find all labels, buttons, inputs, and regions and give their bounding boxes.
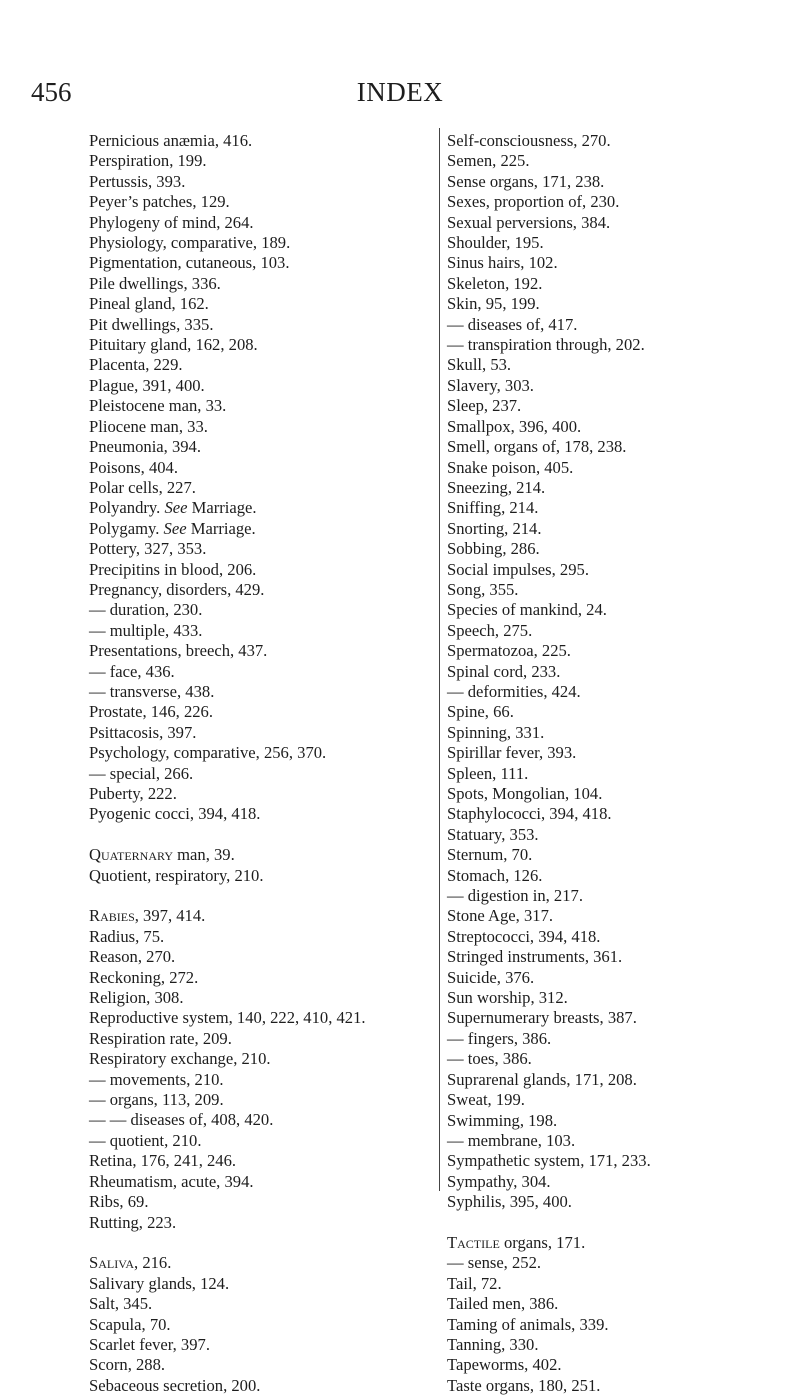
index-entry: Syphilis, 395, 400. xyxy=(447,1192,572,1212)
index-entry: Sinus hairs, 102. xyxy=(447,253,558,273)
index-entry: Rheumatism, acute, 394. xyxy=(89,1171,254,1191)
index-entry: — — diseases of, 408, 420. xyxy=(89,1110,274,1130)
index-entry: Spine, 66. xyxy=(447,702,514,722)
index-entry: Sympathy, 304. xyxy=(447,1171,551,1191)
entry-locator: Marriage. xyxy=(186,518,256,538)
index-entry: — transpiration through, 202. xyxy=(447,335,645,355)
section-gap xyxy=(447,1213,792,1233)
index-entry xyxy=(447,1233,792,1253)
index-entry: Religion, 308. xyxy=(89,988,184,1008)
index-entry: — membrane, 103. xyxy=(447,1130,576,1150)
index-entry: Pleistocene man, 33. xyxy=(89,396,227,416)
index-entry: Tapeworms, 402. xyxy=(447,1355,562,1375)
index-entry: Respiratory exchange, 210. xyxy=(89,1049,271,1069)
index-entry: Reason, 270. xyxy=(89,947,176,967)
entry-locator: organs, 171. xyxy=(499,1232,586,1252)
index-entry: Tanning, 330. xyxy=(447,1334,539,1354)
index-entry: Scarlet fever, 397. xyxy=(89,1334,210,1354)
index-entry: Tailed men, 386. xyxy=(447,1294,559,1314)
index-entry: Plague, 391, 400. xyxy=(89,375,205,395)
index-entry: Sun worship, 312. xyxy=(447,988,568,1008)
index-entry: Psittacosis, 397. xyxy=(89,722,197,742)
index-entry: Sebaceous secretion, 200. xyxy=(89,1375,261,1395)
index-entry: Tail, 72. xyxy=(447,1273,502,1293)
index-entry: Snake poison, 405. xyxy=(447,457,574,477)
index-entry: Suprarenal glands, 171, 208. xyxy=(447,1069,637,1089)
index-entry: Pigmentation, cutaneous, 103. xyxy=(89,253,290,273)
index-entry: Scorn, 288. xyxy=(89,1355,166,1375)
index-entry: Suicide, 376. xyxy=(447,967,535,987)
index-entry: — multiple, 433. xyxy=(89,620,203,640)
index-entry: — quotient, 210. xyxy=(89,1130,202,1150)
index-entry: Presentations, breech, 437. xyxy=(89,641,268,661)
index-entry: Prostate, 146, 226. xyxy=(89,702,213,722)
index-entry: — fingers, 386. xyxy=(447,1028,552,1048)
index-entry: Pottery, 327, 353. xyxy=(89,539,207,559)
index-entry: Psychology, comparative, 256, 370. xyxy=(89,743,327,763)
index-entry: Spinal cord, 233. xyxy=(447,661,561,681)
index-entry: Sneezing, 214. xyxy=(447,477,546,497)
index-entry: Snorting, 214. xyxy=(447,518,542,538)
index-entry: Pertussis, 393. xyxy=(89,171,186,191)
index-entry: Poisons, 404. xyxy=(89,457,178,477)
index-entry: Phylogeny of mind, 264. xyxy=(89,212,254,232)
section-initial-term: Saliva xyxy=(89,1253,135,1273)
index-entry: Radius, 75. xyxy=(89,926,165,946)
index-entry: Shoulder, 195. xyxy=(447,233,544,253)
index-entry: Pineal gland, 162. xyxy=(89,294,209,314)
index-entry: Scapula, 70. xyxy=(89,1314,171,1334)
index-entry: Staphylococci, 394, 418. xyxy=(447,804,612,824)
section-gap xyxy=(89,886,429,906)
index-entry: — duration, 230. xyxy=(89,600,203,620)
index-entry: Reproductive system, 140, 222, 410, 421. xyxy=(89,1008,366,1028)
index-entry: Stone Age, 317. xyxy=(447,906,554,926)
index-entry: Smell, organs of, 178, 238. xyxy=(447,437,627,457)
index-entry xyxy=(89,845,429,865)
index-entry: Spots, Mongolian, 104. xyxy=(447,784,603,803)
index-entry: Sexes, proportion of, 230. xyxy=(447,192,620,212)
index-entry: Stomach, 126. xyxy=(447,865,543,885)
index-column-right xyxy=(439,128,792,1395)
index-entry: Ribs, 69. xyxy=(89,1192,149,1212)
index-entry: Skin, 95, 199. xyxy=(447,294,540,314)
index-entry: Placenta, 229. xyxy=(89,355,183,375)
index-entry: Statuary, 353. xyxy=(447,824,539,844)
index-entry: Salivary glands, 124. xyxy=(89,1273,230,1293)
index-entry: Peyer’s patches, 129. xyxy=(89,192,230,212)
index-entry: Precipitins in blood, 206. xyxy=(89,559,257,579)
index-entry: Pyogenic cocci, 394, 418. xyxy=(89,804,261,824)
index-entry: — organs, 113, 209. xyxy=(89,1090,224,1110)
entry-term: Polygamy. xyxy=(89,518,164,538)
page-title: INDEX xyxy=(356,77,444,107)
index-entry: Respiration rate, 209. xyxy=(89,1028,232,1048)
index-entry: Swimming, 198. xyxy=(447,1110,558,1130)
index-entry: Rutting, 223. xyxy=(89,1212,177,1232)
index-entry: Puberty, 222. xyxy=(89,784,177,803)
index-entry: Slavery, 303. xyxy=(447,375,534,395)
index-entry: Sniffing, 214. xyxy=(447,498,539,518)
index-entry: — special, 266. xyxy=(89,763,194,783)
index-entry: Sleep, 237. xyxy=(447,396,522,416)
index-entry: Streptococci, 394, 418. xyxy=(447,926,601,946)
index-entry: Quotient, respiratory, 210. xyxy=(89,865,264,885)
index-entry: Pliocene man, 33. xyxy=(89,416,208,436)
section-gap xyxy=(89,825,429,845)
index-entry: Taming of animals, 339. xyxy=(447,1314,609,1334)
index-entry: Sternum, 70. xyxy=(447,845,533,865)
index-entry: Skeleton, 192. xyxy=(447,273,543,293)
section-initial-term: Rabies xyxy=(89,906,135,926)
index-entry: Stringed instruments, 361. xyxy=(447,947,623,967)
index-entry: Skull, 53. xyxy=(447,355,512,375)
index-entry: Spinning, 331. xyxy=(447,722,545,742)
see-reference: See xyxy=(164,498,188,518)
index-entry xyxy=(89,1253,429,1273)
index-entry: Speech, 275. xyxy=(447,620,533,640)
entry-locator: Marriage. xyxy=(187,498,257,518)
index-entry: Sexual perversions, 384. xyxy=(447,212,611,232)
entry-locator: man, 39. xyxy=(173,845,235,865)
index-entry: Pituitary gland, 162, 208. xyxy=(89,335,258,355)
index-entry: Self-consciousness, 270. xyxy=(447,131,611,150)
index-entry: Pit dwellings, 335. xyxy=(89,314,214,334)
entry-term: Polyandry. xyxy=(89,498,165,518)
index-entry: Polar cells, 227. xyxy=(89,477,196,497)
index-entry: Reckoning, 272. xyxy=(89,967,199,987)
index-column-left xyxy=(89,131,429,1396)
index-entry: Retina, 176, 241, 246. xyxy=(89,1151,237,1171)
index-entry xyxy=(89,519,429,539)
index-entry: Semen, 225. xyxy=(447,151,530,171)
index-entry: — sense, 252. xyxy=(447,1253,542,1273)
index-entry: — deformities, 424. xyxy=(447,681,581,701)
index-entry: Spleen, 111. xyxy=(447,763,529,783)
page-number: 456 xyxy=(31,77,72,107)
index-entry: — movements, 210. xyxy=(89,1069,224,1089)
index-entry: — transverse, 438. xyxy=(89,681,215,701)
index-entry: Pernicious anæmia, 416. xyxy=(89,131,253,150)
index-entry: — diseases of, 417. xyxy=(447,314,578,334)
index-entry: Social impulses, 295. xyxy=(447,559,589,579)
index-entry: Salt, 345. xyxy=(89,1294,153,1314)
index-entry: Song, 355. xyxy=(447,579,519,599)
page-header xyxy=(0,74,800,110)
index-entry: Spermatozoa, 225. xyxy=(447,641,571,661)
entry-locator: , 397, 414. xyxy=(134,906,206,926)
index-entry: — face, 436. xyxy=(89,661,175,681)
index-entry: Sympathetic system, 171, 233. xyxy=(447,1151,651,1171)
index-entry: Sweat, 199. xyxy=(447,1090,525,1110)
index-entry: Taste organs, 180, 251. xyxy=(447,1375,601,1395)
index-entry: Smallpox, 396, 400. xyxy=(447,416,582,436)
index-entry: — digestion in, 217. xyxy=(447,886,583,906)
index-entry: Physiology, comparative, 189. xyxy=(89,233,291,253)
index-entry: Sobbing, 286. xyxy=(447,539,540,559)
index-entry: Species of mankind, 24. xyxy=(447,600,607,620)
index-entry: — toes, 386. xyxy=(447,1049,532,1069)
section-initial-term: Tactile xyxy=(447,1232,500,1252)
index-entry: Pile dwellings, 336. xyxy=(89,273,221,293)
index-entry: Perspiration, 199. xyxy=(89,151,207,171)
index-entry: Supernumerary breasts, 387. xyxy=(447,1008,637,1028)
index-entry: Pneumonia, 394. xyxy=(89,437,201,457)
entry-locator: , 216. xyxy=(134,1253,172,1273)
see-reference: See xyxy=(163,518,187,538)
index-entry xyxy=(89,906,429,926)
index-entry: Sense organs, 171, 238. xyxy=(447,171,605,191)
index-entry xyxy=(89,498,429,518)
section-initial-term: Quaternary xyxy=(89,845,173,865)
section-gap xyxy=(89,1233,429,1253)
index-entry: Spirillar fever, 393. xyxy=(447,743,577,763)
index-entry: Pregnancy, disorders, 429. xyxy=(89,579,265,599)
